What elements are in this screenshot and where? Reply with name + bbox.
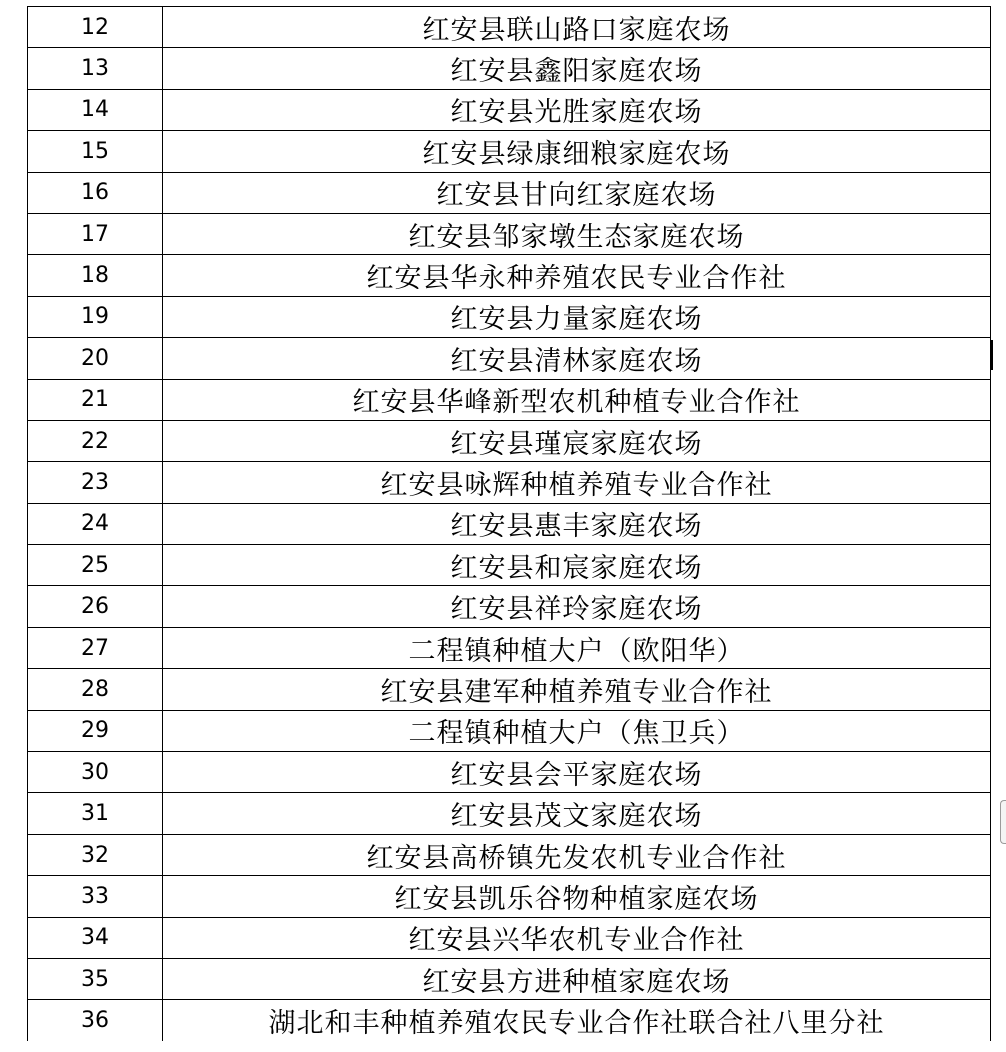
farm-name-cell: 红安县清林家庭农场 <box>163 338 991 379</box>
farm-name-cell: 红安县光胜家庭农场 <box>163 89 991 130</box>
farm-list-table <box>27 6 991 1041</box>
table-row <box>28 379 991 420</box>
farm-name-cell: 红安县华永种养殖农民专业合作社 <box>163 255 991 296</box>
table-row <box>28 1000 991 1041</box>
farm-name-cell: 红安县华峰新型农机种植专业合作社 <box>163 379 991 420</box>
table-row <box>28 876 991 917</box>
row-index-cell: 32 <box>28 834 163 875</box>
row-index-cell: 19 <box>28 296 163 337</box>
row-index-cell: 14 <box>28 89 163 130</box>
farm-name-cell: 红安县联山路口家庭农场 <box>163 7 991 48</box>
row-index-cell: 35 <box>28 958 163 999</box>
row-index-cell: 31 <box>28 793 163 834</box>
farm-name-cell: 红安县方进种植家庭农场 <box>163 958 991 999</box>
table-row <box>28 834 991 875</box>
row-index-cell: 23 <box>28 462 163 503</box>
row-index-cell: 30 <box>28 752 163 793</box>
row-index-cell: 22 <box>28 420 163 461</box>
row-index-cell: 34 <box>28 917 163 958</box>
table-row <box>28 752 991 793</box>
farm-name-cell: 红安县绿康细粮家庭农场 <box>163 131 991 172</box>
row-index-cell: 33 <box>28 876 163 917</box>
farm-name-cell: 红安县邹家墩生态家庭农场 <box>163 213 991 254</box>
table-row <box>28 503 991 544</box>
table-row <box>28 793 991 834</box>
row-index-cell: 16 <box>28 172 163 213</box>
row-index-cell: 28 <box>28 669 163 710</box>
side-panel-handle[interactable] <box>1000 800 1006 844</box>
table-row <box>28 255 991 296</box>
farm-name-cell: 红安县茂文家庭农场 <box>163 793 991 834</box>
row-index-cell: 29 <box>28 710 163 751</box>
farm-name-cell: 湖北和丰种植养殖农民专业合作社联合社八里分社 <box>163 1000 991 1041</box>
text-cursor <box>991 340 993 370</box>
table-row <box>28 338 991 379</box>
farm-name-cell: 红安县甘向红家庭农场 <box>163 172 991 213</box>
farm-name-cell: 红安县兴华农机专业合作社 <box>163 917 991 958</box>
table-row <box>28 48 991 89</box>
table-row <box>28 917 991 958</box>
row-index-cell: 36 <box>28 1000 163 1041</box>
farm-name-cell: 二程镇种植大户（欧阳华） <box>163 627 991 668</box>
farm-name-cell: 红安县凯乐谷物种植家庭农场 <box>163 876 991 917</box>
row-index-cell: 18 <box>28 255 163 296</box>
row-index-cell: 20 <box>28 338 163 379</box>
row-index-cell: 27 <box>28 627 163 668</box>
table-row <box>28 420 991 461</box>
farm-name-cell: 红安县咏辉种植养殖专业合作社 <box>163 462 991 503</box>
table-row <box>28 958 991 999</box>
table-row <box>28 710 991 751</box>
row-index-cell: 13 <box>28 48 163 89</box>
farm-name-cell: 红安县和宸家庭农场 <box>163 545 991 586</box>
table-row <box>28 172 991 213</box>
row-index-cell: 24 <box>28 503 163 544</box>
table-row <box>28 586 991 627</box>
farm-name-cell: 红安县惠丰家庭农场 <box>163 503 991 544</box>
farm-name-cell: 红安县力量家庭农场 <box>163 296 991 337</box>
table-row <box>28 462 991 503</box>
row-index-cell: 12 <box>28 7 163 48</box>
row-index-cell: 21 <box>28 379 163 420</box>
farm-name-cell: 红安县会平家庭农场 <box>163 752 991 793</box>
row-index-cell: 17 <box>28 213 163 254</box>
table-row <box>28 627 991 668</box>
table-row <box>28 296 991 337</box>
farm-name-cell: 二程镇种植大户（焦卫兵） <box>163 710 991 751</box>
farm-name-cell: 红安县瑾宸家庭农场 <box>163 420 991 461</box>
table-row <box>28 669 991 710</box>
farm-name-cell: 红安县祥玲家庭农场 <box>163 586 991 627</box>
table-row <box>28 89 991 130</box>
farm-name-cell: 红安县建军种植养殖专业合作社 <box>163 669 991 710</box>
table-row <box>28 7 991 48</box>
row-index-cell: 26 <box>28 586 163 627</box>
farm-list-body <box>28 7 991 1041</box>
farm-name-cell: 红安县高桥镇先发农机专业合作社 <box>163 834 991 875</box>
farm-name-cell: 红安县鑫阳家庭农场 <box>163 48 991 89</box>
row-index-cell: 15 <box>28 131 163 172</box>
row-index-cell: 25 <box>28 545 163 586</box>
table-row <box>28 213 991 254</box>
table-row <box>28 131 991 172</box>
table-row <box>28 545 991 586</box>
